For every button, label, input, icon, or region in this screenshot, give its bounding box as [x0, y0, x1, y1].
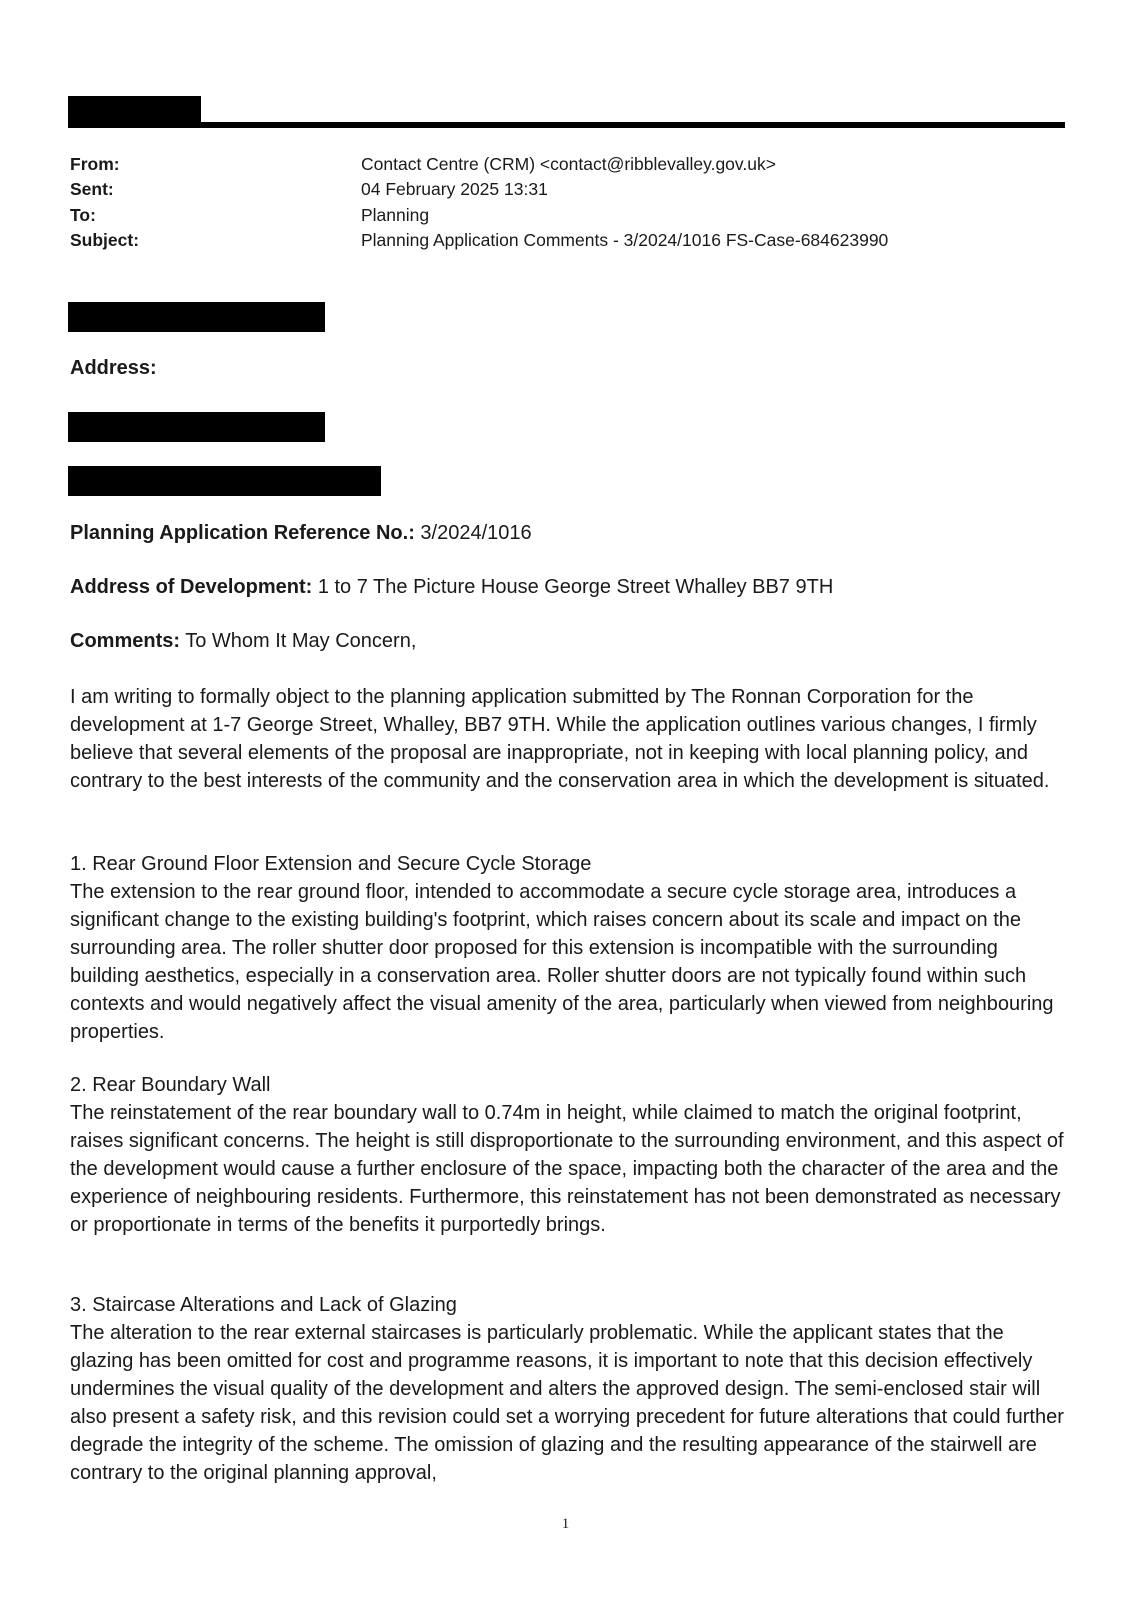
section-text: The alteration to the rear external staircases is particularly problematic. While the applicant states that the glazing has been omitted for cost and programme reasons, it is important to note that this decision effectively undermines the visual quality of the development and alters the approved design. The semi-enclosed stair will also present a safety risk, and this revision could set a worrying precedent for future alterations that could further degrade the integrity of the scheme. The omission of glazing and the resulting appearance of the stairwell are contrary to the original planning approval,: [70, 1322, 1064, 1484]
to-label: To:: [70, 205, 96, 225]
reference-field: [70, 519, 532, 547]
from-value: Contact Centre (CRM) <contact@ribblevalley.gov.uk>: [361, 154, 776, 174]
sent-label: Sent:: [70, 179, 114, 199]
address-label: Address:: [70, 357, 157, 379]
comments-value: To Whom It May Concern,: [180, 630, 417, 652]
section-1: [70, 850, 1070, 1046]
section-title: 3. Staircase Alterations and Lack of Glazing: [70, 1294, 457, 1316]
comments-field: [70, 627, 416, 655]
redacted-address-line: [68, 412, 325, 442]
header-rule: [68, 122, 1065, 128]
development-field: [70, 573, 833, 601]
section-3: [70, 1291, 1070, 1487]
section-title: 1. Rear Ground Floor Extension and Secure Cycle Storage: [70, 853, 592, 875]
development-value: 1 to 7 The Picture House George Street Whalley BB7 9TH: [312, 576, 834, 598]
intro-paragraph: [70, 683, 1070, 795]
section-text: The extension to the rear ground floor, intended to accommodate a secure cycle storage area, introduces a significant change to the existing building's footprint, which raises concern about its scale and impact on the surrounding area. The roller shutter door proposed for this extension is incompatible with the surrounding building aesthetics, especially in a conservation area. Roller shutter doors are not typically found within such contexts and would negatively affect the visual amenity of the area, particularly when viewed from neighbouring properties.: [70, 881, 1054, 1043]
subject-label: Subject:: [70, 230, 140, 250]
reference-label: Planning Application Reference No.:: [70, 522, 415, 544]
section-text: The reinstatement of the rear boundary wall to 0.74m in height, while claimed to match the original footprint, raises significant concerns. The height is still disproportionate to the surrounding environment, and this aspect of the development would cause a further enclosure of the space, impacting both the character of the area and the experience of neighbouring residents. Furthermore, this reinstatement has not been demonstrated as necessary or proportionate in terms of the benefits it purportedly brings.: [70, 1102, 1064, 1236]
page-number: 1: [561, 1516, 570, 1532]
redacted-name: [68, 302, 325, 332]
redacted-address-line: [68, 466, 381, 496]
from-label: From:: [70, 154, 120, 174]
section-title: 2. Rear Boundary Wall: [70, 1074, 271, 1096]
comments-label: Comments:: [70, 630, 181, 652]
intro-text: I am writing to formally object to the planning application submitted by The Ronnan Corporation for the development at 1-7 George Street, Whalley, BB7 9TH. While the application outlines various changes, I firmly believe that several elements of the proposal are inappropriate, not in keeping with local planning policy, and contrary to the best interests of the community and the conservation area in which the development is situated.: [70, 686, 1050, 792]
section-2: [70, 1071, 1070, 1239]
to-value: Planning: [361, 205, 430, 225]
reference-value: 3/2024/1016: [414, 522, 532, 544]
subject-value: Planning Application Comments - 3/2024/1016 FS-Case-684623990: [361, 230, 889, 250]
sent-value: 04 February 2025 13:31: [361, 179, 548, 199]
development-label: Address of Development:: [70, 576, 313, 598]
address-heading: [70, 354, 157, 382]
